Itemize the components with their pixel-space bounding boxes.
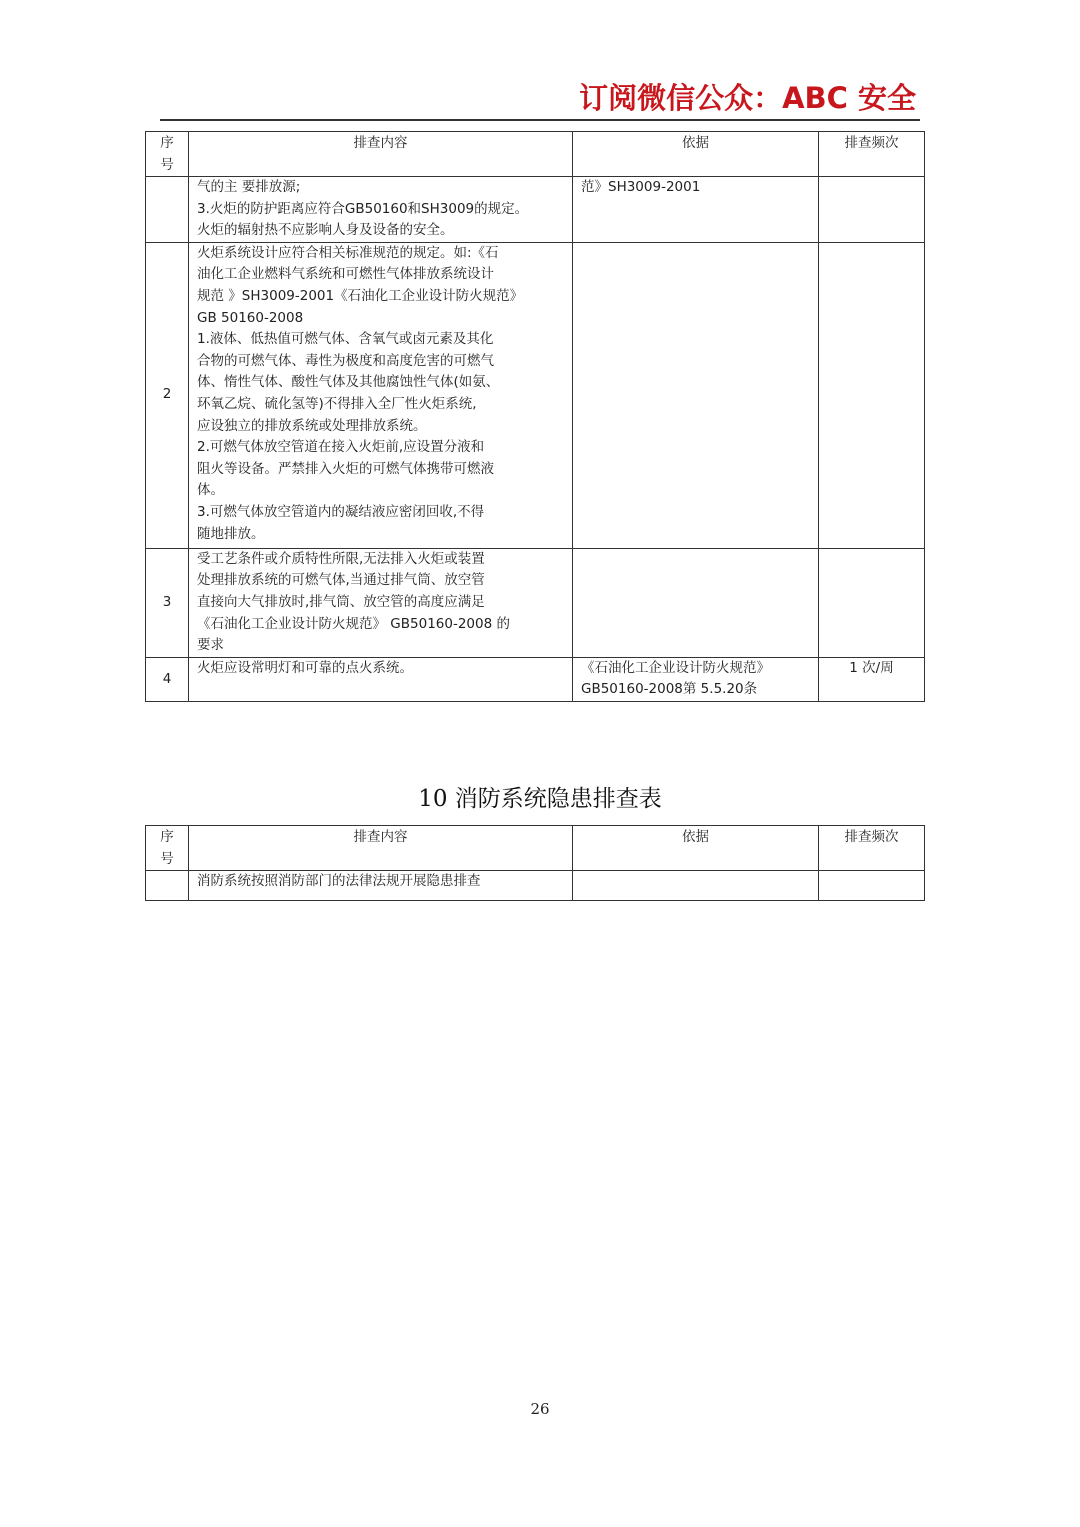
check-content-line: 应设独立的排放系统或处理排放系统。: [197, 417, 427, 434]
check-content-line: 规范 》SH3009-2001《石油化工企业设计防火规范》: [197, 287, 524, 304]
frequency-cell: [819, 177, 925, 243]
check-content-line: 合物的可燃气体、毒性为极度和高度危害的可燃气: [197, 352, 494, 369]
table-header-row: [146, 826, 925, 871]
row-number: 4: [146, 657, 189, 701]
check-content-line: 处理排放系统的可燃气体,当通过排气筒、放空管: [197, 572, 485, 589]
check-content-line: 《石油化工企业设计防火规范》 GB50160-2008 的: [197, 615, 510, 632]
section-title: 10 消防系统隐患排查表: [418, 786, 662, 812]
basis-cell: [573, 871, 819, 901]
basis-cell: [573, 177, 819, 243]
frequency-cell: [819, 242, 925, 548]
check-content-cell: [189, 548, 573, 657]
check-content-line: 阻火等设备。严禁排入火炬的可燃气体携带可燃液: [197, 460, 494, 477]
table-row: [146, 657, 925, 701]
check-content-line: 要求: [197, 637, 224, 654]
page-number: 26: [530, 1400, 550, 1418]
check-content-line: 油化工企业燃料气系统和可燃性气体排放系统设计: [197, 266, 494, 283]
column-header-frequency: 排查频次: [819, 132, 925, 177]
table-row: [146, 548, 925, 657]
check-content-cell: [189, 657, 573, 701]
basis-line: GB50160-2008第 5.5.20条: [581, 681, 758, 698]
column-header-basis: 依据: [573, 826, 819, 871]
frequency-cell: [819, 548, 925, 657]
column-header-content: 排查内容: [189, 826, 573, 871]
column-header-basis: 依据: [573, 132, 819, 177]
inspection-table-fire-protection: [145, 825, 925, 901]
basis-cell: [573, 657, 819, 701]
check-content-cell: [189, 177, 573, 243]
check-content-line: 气的主 要排放源;: [197, 179, 301, 195]
row-number: 3: [146, 548, 189, 657]
check-content-line: 火炬系统设计应符合相关标准规范的规定。如:《石: [197, 244, 499, 261]
table-row: [146, 871, 925, 901]
check-content-cell: [189, 871, 573, 901]
row-number: 2: [146, 242, 189, 548]
row-number: [146, 177, 189, 243]
check-content-line: 3.火炬的防护距离应符合GB50160和SH3009的规定。: [197, 200, 529, 217]
column-header-no: 序号: [146, 826, 189, 871]
check-content-line: 2.可燃气体放空管道在接入火炬前,应设置分液和: [197, 439, 485, 456]
check-content-line: 1.液体、低热值可燃气体、含氧气或卤元素及其化: [197, 331, 494, 348]
table-header-row: [146, 132, 925, 177]
column-header-frequency: 排查频次: [819, 826, 925, 871]
frequency-cell: 1 次/周: [819, 657, 925, 701]
check-content-line: 随地排放。: [197, 525, 265, 542]
column-header-no: 序号: [146, 132, 189, 177]
check-content-line: 环氧乙烷、硫化氢等)不得排入全厂性火炬系统,: [197, 395, 477, 412]
column-header-content: 排查内容: [189, 132, 573, 177]
frequency-cell: [819, 871, 925, 901]
check-content-line: GB 50160-2008: [197, 309, 304, 326]
check-content-line: 3.可燃气体放空管道内的凝结液应密闭回收,不得: [197, 503, 485, 520]
basis-line: 《石油化工企业设计防火规范》: [581, 659, 770, 676]
check-content-cell: [189, 242, 573, 548]
check-content-line: 直接向大气排放时,排气筒、放空管的高度应满足: [197, 593, 485, 610]
basis-cell: [573, 242, 819, 548]
header-title: 订阅微信公众：ABC 安全: [579, 81, 916, 115]
inspection-table-flare: [145, 131, 925, 702]
check-content-line: 火炬的辐射热不应影响人身及设备的安全。: [197, 222, 454, 239]
row-number: [146, 871, 189, 901]
basis-cell: [573, 548, 819, 657]
check-content-line: 消防系统按照消防部门的法律法规开展隐患排查: [197, 873, 481, 889]
basis-line: 范》SH3009-2001: [581, 179, 701, 195]
check-content-line: 火炬应设常明灯和可靠的点火系统。: [197, 659, 413, 676]
check-content-line: 受工艺条件或介质特性所限,无法排入火炬或装置: [197, 550, 485, 567]
header-divider: [160, 119, 920, 121]
table-row: [146, 177, 925, 243]
check-content-line: 体、惰性气体、酸性气体及其他腐蚀性气体(如氨、: [197, 374, 500, 391]
check-content-line: 体。: [197, 482, 224, 499]
table-row: [146, 242, 925, 548]
